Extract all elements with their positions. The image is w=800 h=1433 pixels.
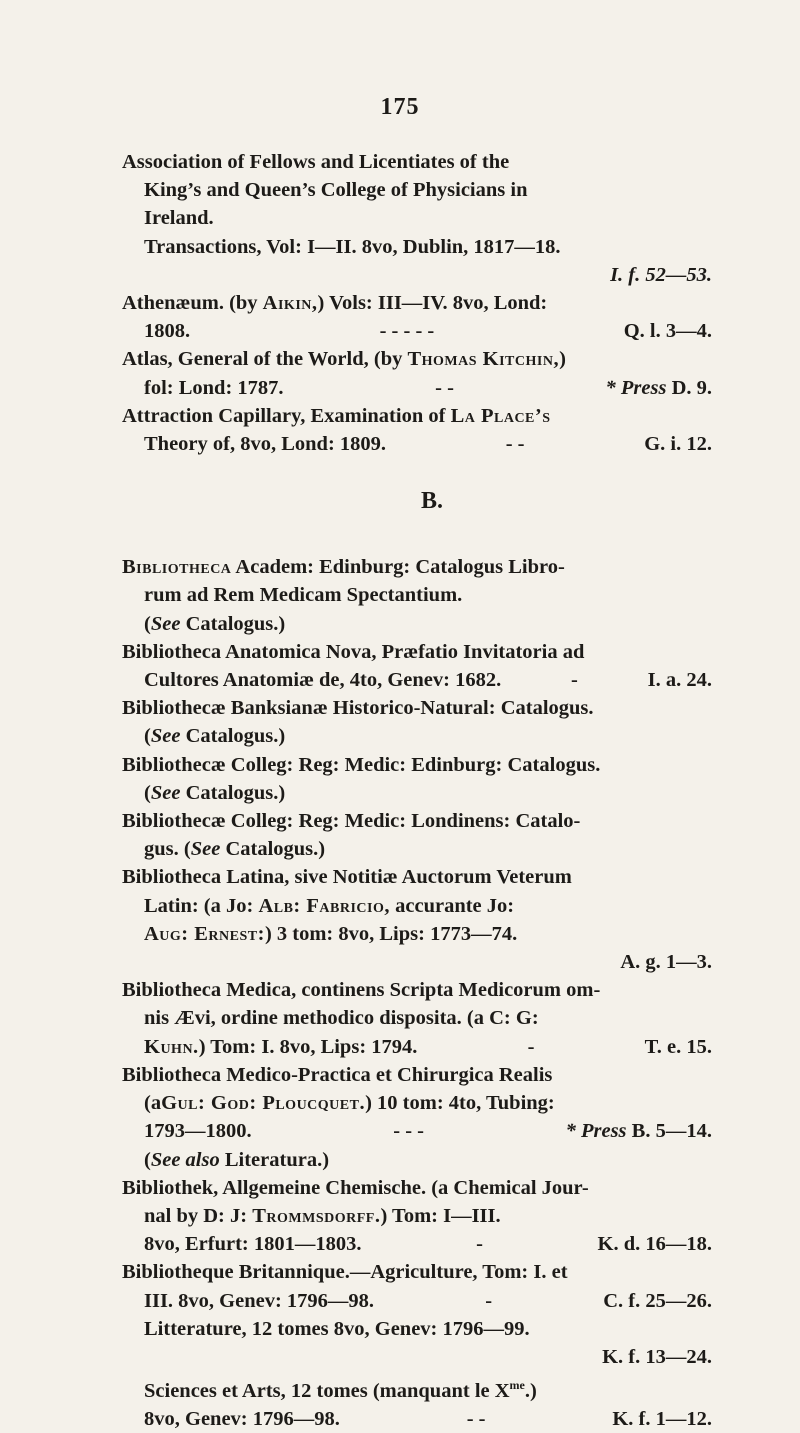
press-mark: I. a. 24. (647, 669, 712, 692)
entry-title: Attraction Capillary, Examination of La Place’s (122, 404, 551, 427)
entry-title: Association of Fellows and Licentiates of the (122, 151, 510, 173)
press-mark: G. i. 12. (644, 433, 712, 456)
see-reference: (See also Literatura.) (144, 1148, 330, 1171)
entry-bibliotheca-medica (122, 976, 712, 1061)
entry-line: Latin: (a Jo: Alb: Fabricio, accurante Jo: (144, 894, 515, 917)
press-mark: Q. l. 3—4. (623, 320, 712, 343)
see-reference: (See Catalogus.) (144, 781, 286, 804)
entry-line: Sciences et Arts, 12 tomes (manquant le $X^{me}$.) (144, 1378, 537, 1402)
entry-title: Bibliotheca Medico-Practica et Chirurgica Realis (122, 1063, 553, 1086)
entry-line: nal by D: J: Trommsdorff.) Tom: I—III. (144, 1204, 501, 1227)
entry-bibliotheca-latina (122, 863, 712, 976)
entry-title: Bibliothek, Allgemeine Chemische. (a Chemical Jour- (122, 1176, 589, 1199)
entry-line: III. 8vo, Genev: 1796—98. - C. f. 25—26. (122, 1287, 712, 1315)
entry-title: Bibliothecæ Colleg: Reg: Medic: Edinburg: Catalogus. (122, 753, 601, 776)
see-reference: gus. (See Catalogus.) (144, 838, 326, 861)
entry-title: Bibliotheca Academ: Edinburg: Catalogus Libro- (122, 556, 565, 579)
press-mark: T. e. 15. (644, 1035, 712, 1058)
entry-title: Atlas, General of the World, (by Thomas Kitchin,) (122, 348, 566, 371)
press-mark: * Press B. 5—14. (565, 1120, 712, 1143)
entry-line: Aug: Ernest:) 3 tom: 8vo, Lips: 1773—74. (144, 922, 518, 945)
press-mark: * Press D. 9. (605, 376, 712, 399)
entry-title: Bibliotheca Anatomica Nova, Præfatio Invitatoria ad (122, 640, 585, 663)
entry-line: Ireland. (144, 207, 214, 230)
entry-bibliotheca-anatomica (122, 638, 712, 694)
entry-title: Athenæum. (by Aikin,) Vols: III—IV. 8vo, Lond: (122, 292, 548, 315)
entry-line: rum ad Rem Medicam Spectantium. (144, 584, 463, 607)
entry-line: King’s and Queen’s College of Physicians in (144, 179, 528, 202)
see-reference: (See Catalogus.) (144, 612, 286, 635)
entry-line: 8vo, Genev: 1796—98. - - K. f. 1—12. (122, 1405, 712, 1433)
press-mark: C. f. 25—26. (603, 1289, 712, 1312)
entry-line: 1793—1800. - - - * Press B. 5—14. (122, 1117, 712, 1145)
entry-title: Bibliothecæ Colleg: Reg: Medic: Londinens: Catalo- (122, 810, 581, 833)
press-mark: A. g. 1—3. (620, 951, 712, 974)
catalogue-entries (122, 148, 712, 1433)
entry-line: Litterature, 12 tomes 8vo, Genev: 1796—99. (144, 1317, 530, 1340)
section-heading: B. (420, 488, 443, 515)
press-mark: K. d. 16—18. (597, 1233, 712, 1256)
entry-atlas (122, 345, 712, 401)
entry-athenaeum (122, 289, 712, 345)
entry-bibliotheque (122, 1258, 712, 1433)
entry-line: Transactions, Vol: I—II. 8vo, Dublin, 1817—18. (144, 235, 561, 258)
entry-title: Bibliotheca Latina, sive Notitiæ Auctorum Veterum (122, 866, 572, 889)
entry-title: Bibliothecæ Banksianæ Historico-Natural: Catalogus. (122, 697, 594, 720)
entry-bibliothecae-colleg-edinburg (122, 751, 712, 807)
entry-attraction (122, 402, 712, 458)
press-mark: I. f. 52—53. (610, 263, 712, 286)
entry-title: Bibliotheque Britannique.—Agriculture, Tom: I. et (122, 1261, 568, 1284)
entry-bibliotheca-medico-practica (122, 1061, 712, 1174)
entry-bibliothecae-colleg-londinens (122, 807, 712, 863)
entry-association (122, 148, 712, 289)
entry-line: (aGul: God: Ploucquet.) 10 tom: 4to, Tubing: (144, 1092, 555, 1115)
entry-line: fol: Lond: 1787. - - * Press D. 9. (122, 374, 712, 402)
entry-bibliotheca-academ (122, 553, 712, 638)
page-number: 175 (380, 94, 420, 120)
entry-title: Bibliotheca Medica, continens Scripta Medicorum om- (122, 979, 601, 1002)
entry-line: Theory of, 8vo, Lond: 1809. - - G. i. 12. (122, 430, 712, 458)
entry-line: 8vo, Erfurt: 1801—1803. - K. d. 16—18. (122, 1230, 712, 1258)
entry-line: nis Ævi, ordine methodico disposita. (a C: G: (144, 1007, 539, 1030)
press-mark: K. f. 1—12. (612, 1408, 712, 1431)
entry-line: 1808. - - - - - Q. l. 3—4. (122, 317, 712, 345)
entry-bibliothecae-banksianae (122, 694, 712, 750)
press-mark: K. f. 13—24. (602, 1345, 712, 1368)
entry-line: Cultores Anatomiæ de, 4to, Genev: 1682. - I. a. 24. (122, 666, 712, 694)
see-reference: (See Catalogus.) (144, 725, 286, 748)
entry-line: Kuhn.) Tom: I. 8vo, Lips: 1794. - T. e. 15. (122, 1033, 712, 1061)
entry-bibliothek (122, 1174, 712, 1259)
